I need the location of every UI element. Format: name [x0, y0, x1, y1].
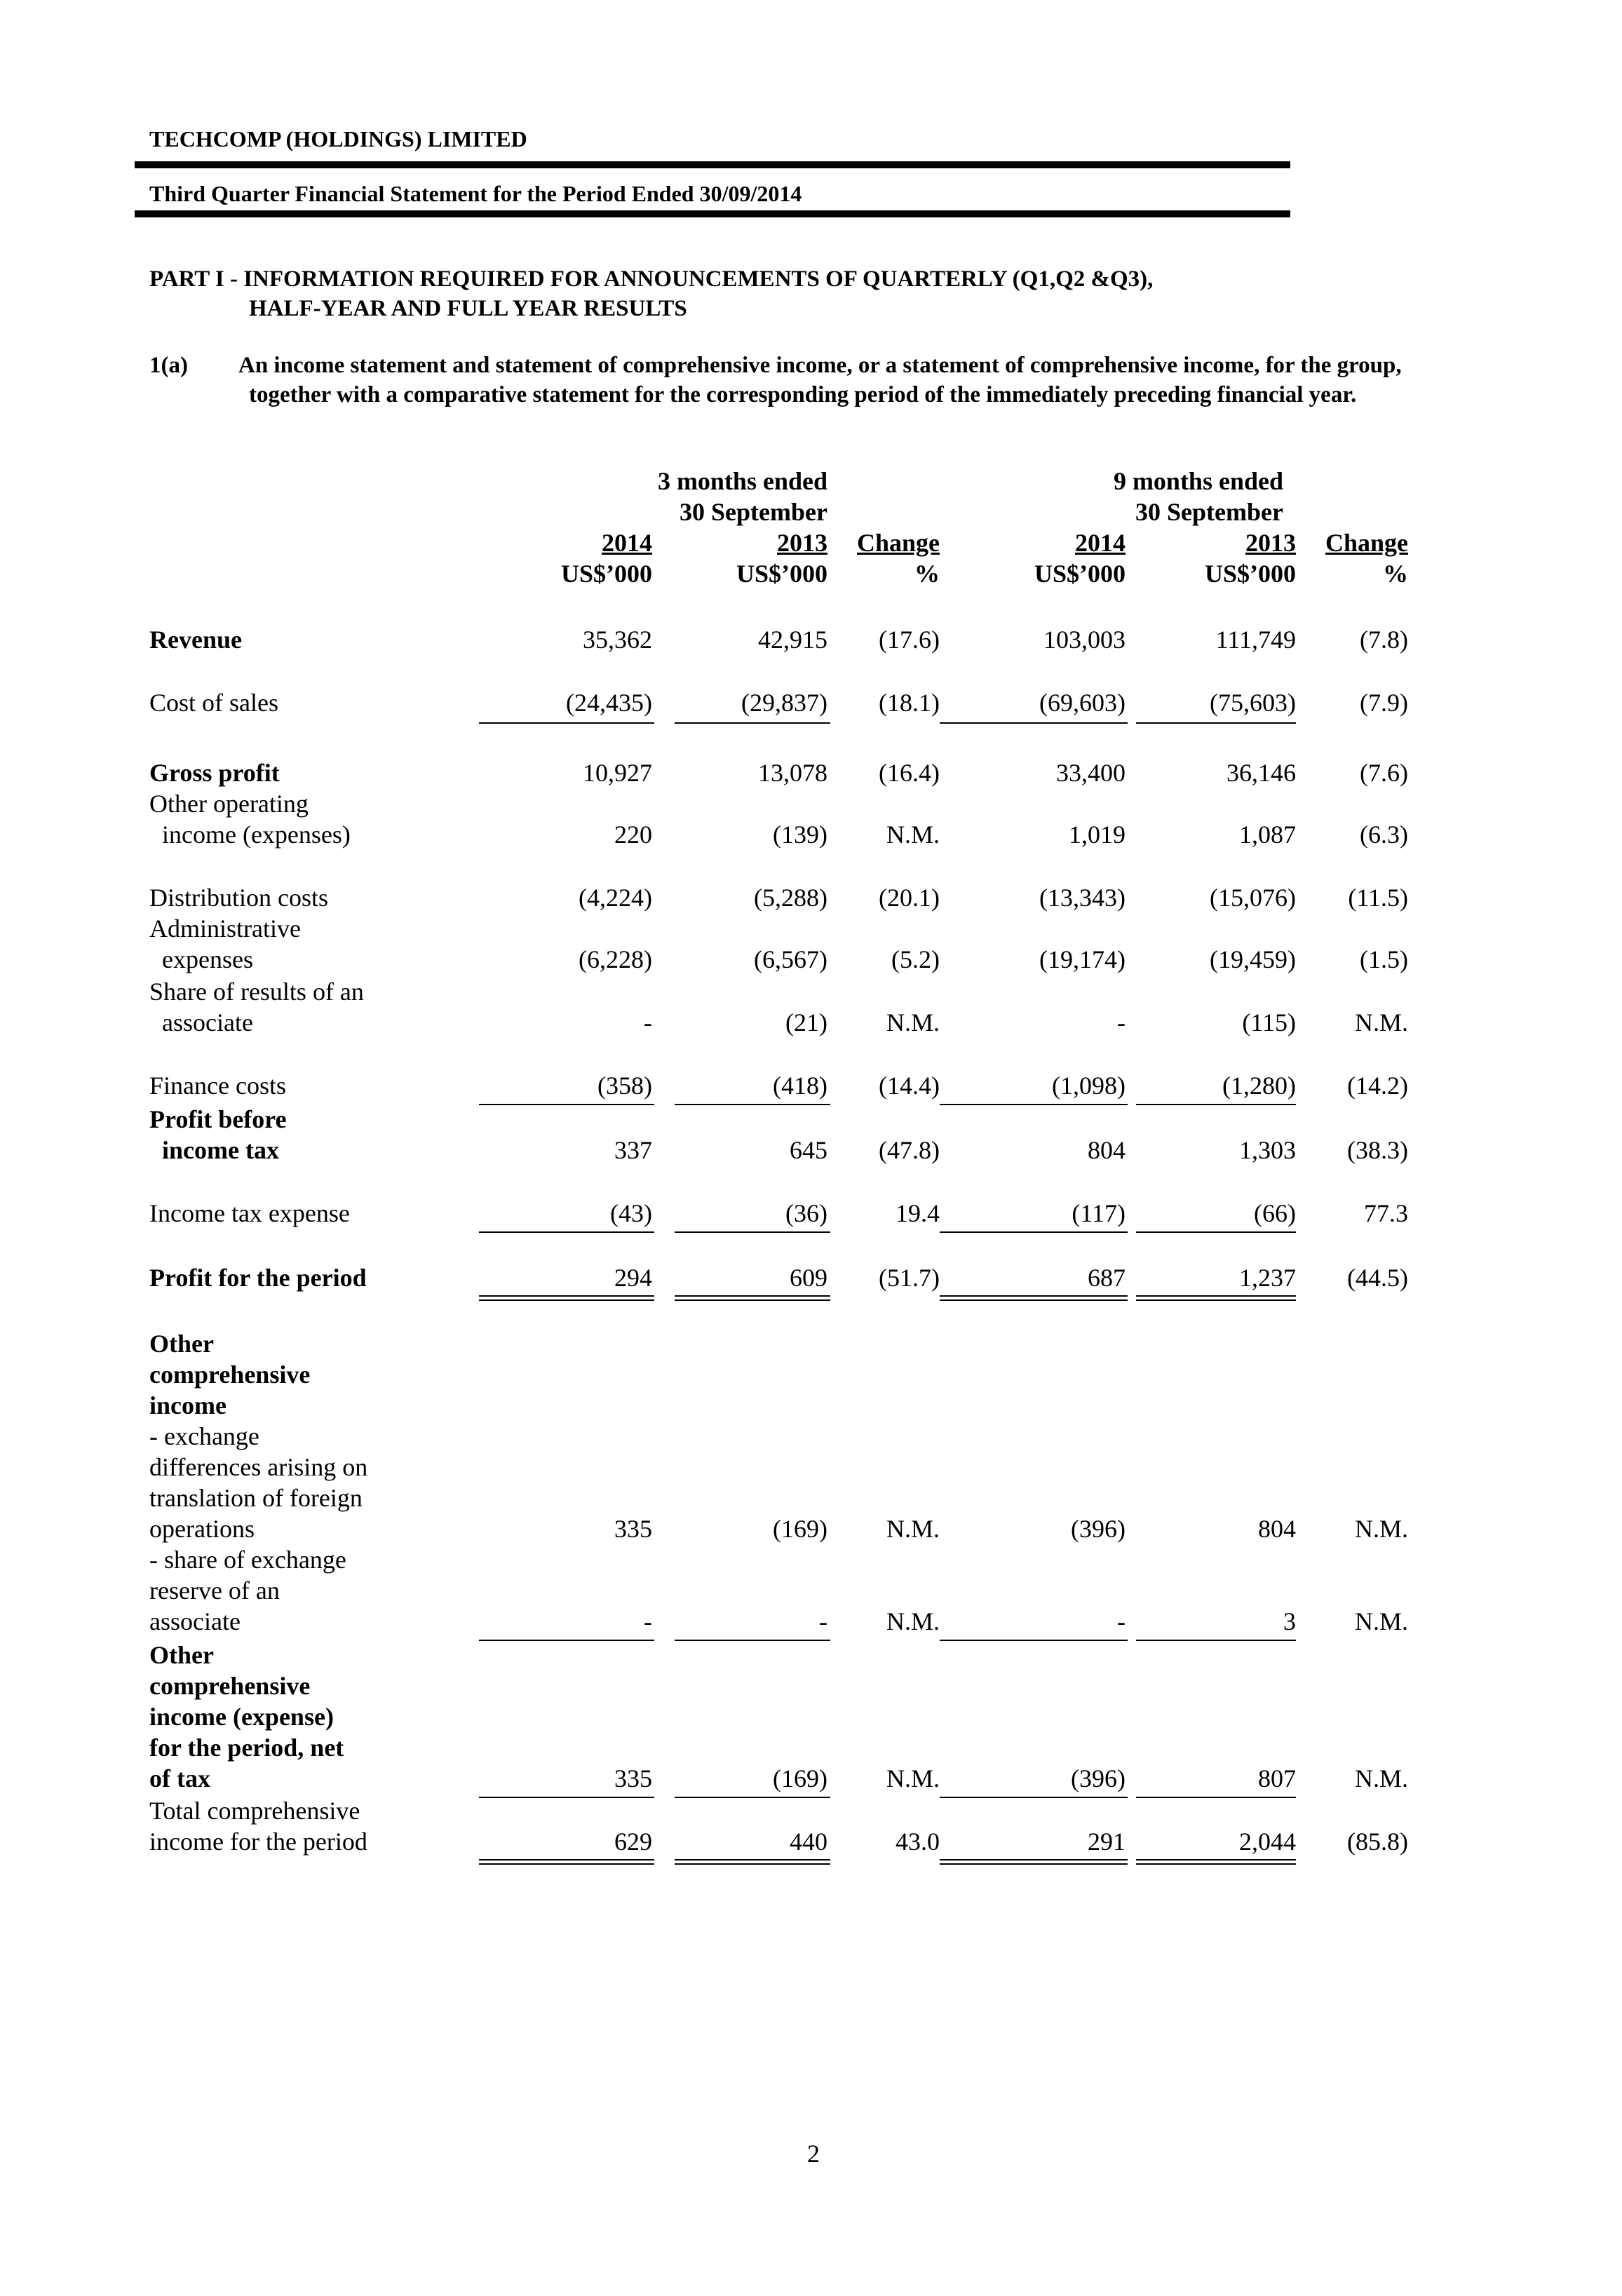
cell: (15,076) — [1210, 884, 1296, 912]
header-rule-bottom — [135, 210, 1290, 217]
col-9m-2013-year: 2013 — [1245, 529, 1296, 557]
cell: 19.4 — [896, 1199, 940, 1227]
cell: (43) — [610, 1199, 652, 1227]
cell: (21) — [785, 1008, 827, 1036]
cell: (4,224) — [579, 884, 652, 912]
cell: 42,915 — [758, 626, 827, 654]
cell: (117) — [1072, 1199, 1126, 1227]
cell: 645 — [790, 1136, 827, 1164]
cell: - — [819, 1607, 827, 1635]
underline — [479, 722, 654, 724]
section-number: 1(a) — [149, 353, 188, 378]
cell: - — [644, 1607, 652, 1635]
group2-title-line2: 30 September — [1135, 498, 1283, 526]
cell: (14.2) — [1347, 1072, 1408, 1100]
cell: (7.9) — [1360, 689, 1408, 717]
cell: (24,435) — [566, 689, 652, 717]
col-3m-change: Change — [856, 529, 940, 557]
row-label-total-comprehensive-income: Total comprehensive income for the period — [149, 1797, 367, 1856]
cell: 1,237 — [1239, 1264, 1296, 1292]
cell: N.M. — [1354, 1607, 1408, 1635]
group1-title-line1: 3 months ended — [657, 467, 827, 495]
underline — [1136, 1797, 1296, 1798]
statement-title: Third Quarter Financial Statement for the Period Ended 30/09/2014 — [149, 181, 802, 206]
cell: (5.2) — [891, 945, 940, 973]
underline — [1136, 1640, 1296, 1641]
underline — [940, 1640, 1128, 1641]
row-label-associate: Share of results of an associate — [149, 978, 364, 1036]
cell: (6,228) — [579, 945, 652, 973]
cell: (169) — [773, 1764, 827, 1792]
underline — [940, 1231, 1128, 1233]
row-label-finance-costs: Finance costs — [149, 1072, 286, 1100]
col-9m-2013-unit: US$’000 — [1204, 560, 1296, 588]
cell: (19,174) — [1039, 945, 1126, 973]
cell: 804 — [1088, 1136, 1126, 1164]
cell: (75,603) — [1210, 689, 1296, 717]
cell: (85.8) — [1347, 1828, 1408, 1856]
double-underline — [1136, 1295, 1296, 1301]
cell: (14.4) — [879, 1072, 940, 1100]
col-3m-2013-unit: US$’000 — [736, 560, 827, 588]
cell: 103,003 — [1043, 626, 1126, 654]
cell: (38.3) — [1347, 1136, 1408, 1164]
group2-title-line1: 9 months ended — [1113, 467, 1283, 495]
cell: (44.5) — [1347, 1264, 1408, 1292]
row-label-administrative: Administrative expenses — [149, 914, 301, 973]
underline — [675, 1797, 830, 1798]
col-9m-2014-unit: US$’000 — [1034, 560, 1126, 588]
row-label-exchange-differences: - exchange differences arising on translation of foreign operations — [149, 1422, 368, 1543]
cell: (13,343) — [1039, 884, 1126, 912]
cell: N.M. — [886, 1607, 940, 1635]
cell: (396) — [1071, 1515, 1126, 1543]
underline — [1136, 1104, 1296, 1105]
cell: (36) — [785, 1199, 827, 1227]
cell: (20.1) — [879, 884, 940, 912]
cell: (1,280) — [1222, 1072, 1296, 1100]
cell: (66) — [1254, 1199, 1296, 1227]
cell: 291 — [1088, 1828, 1126, 1856]
col-9m-2014-year: 2014 — [1075, 529, 1126, 557]
part-heading-line1: PART I - INFORMATION REQUIRED FOR ANNOUNCEMENTS OF QUARTERLY (Q1,Q2 &Q3), — [149, 266, 1154, 292]
cell: (7.6) — [1360, 759, 1408, 787]
cell: 337 — [614, 1136, 652, 1164]
cell: (17.6) — [879, 626, 940, 654]
underline — [940, 722, 1128, 724]
cell: N.M. — [886, 1764, 940, 1792]
section-text-line1: An income statement and statement of comprehensive income, or a statement of comprehensive income, for the group, — [238, 353, 1402, 378]
double-underline — [675, 1295, 830, 1301]
row-label-revenue: Revenue — [149, 626, 242, 654]
cell: 33,400 — [1056, 759, 1126, 787]
cell: (1.5) — [1360, 945, 1408, 973]
row-label-share-exchange-reserve: - share of exchange reserve of an associate — [149, 1546, 346, 1635]
double-underline — [675, 1859, 830, 1865]
cell: 1,303 — [1239, 1136, 1296, 1164]
cell: N.M. — [1354, 1764, 1408, 1792]
cell: - — [644, 1008, 652, 1036]
cell: (358) — [597, 1072, 652, 1100]
cell: (19,459) — [1210, 945, 1296, 973]
cell: 629 — [614, 1828, 652, 1856]
cell: 2,044 — [1239, 1828, 1296, 1856]
part-heading-line2: HALF-YEAR AND FULL YEAR RESULTS — [249, 296, 687, 321]
cell: N.M. — [1354, 1008, 1408, 1036]
col-9m-change: Change — [1325, 529, 1408, 557]
cell: 807 — [1258, 1764, 1296, 1792]
header-rule-top — [135, 161, 1290, 168]
double-underline — [479, 1295, 654, 1301]
cell: 3 — [1283, 1607, 1296, 1635]
cell: (115) — [1242, 1008, 1296, 1036]
underline — [675, 722, 830, 724]
page-number: 2 — [807, 2140, 820, 2168]
underline — [479, 1640, 654, 1641]
row-label-distribution: Distribution costs — [149, 884, 329, 912]
cell: (139) — [773, 821, 827, 849]
row-label-profit-before-tax: Profit before income tax — [149, 1105, 287, 1164]
double-underline — [940, 1859, 1128, 1865]
row-label-income-tax: Income tax expense — [149, 1199, 350, 1227]
cell: 804 — [1258, 1515, 1296, 1543]
double-underline — [1136, 1859, 1296, 1865]
col-9m-change-unit: % — [1383, 560, 1408, 588]
row-label-oci-heading: Other comprehensive income — [149, 1330, 311, 1419]
row-label-gross-profit: Gross profit — [149, 759, 280, 787]
cell: (5,288) — [754, 884, 827, 912]
col-3m-change-unit: % — [914, 560, 940, 588]
cell: 35,362 — [583, 626, 652, 654]
cell: (69,603) — [1039, 689, 1126, 717]
col-3m-2014-unit: US$’000 — [560, 560, 652, 588]
cell: 1,087 — [1239, 821, 1296, 849]
cell: 220 — [614, 821, 652, 849]
cell: (29,837) — [741, 689, 827, 717]
cell: 111,749 — [1215, 626, 1296, 654]
row-label-profit-for-period: Profit for the period — [149, 1264, 367, 1292]
cell: (418) — [773, 1072, 827, 1100]
cell: 687 — [1088, 1264, 1126, 1292]
group1-title-line2: 30 September — [680, 498, 827, 526]
underline — [479, 1104, 654, 1105]
cell: 13,078 — [758, 759, 827, 787]
cell: (169) — [773, 1515, 827, 1543]
cell: 609 — [790, 1264, 827, 1292]
underline — [940, 1104, 1128, 1105]
row-label-cost-of-sales: Cost of sales — [149, 689, 278, 717]
cell: 335 — [614, 1515, 652, 1543]
underline — [675, 1640, 830, 1641]
underline — [940, 1797, 1128, 1798]
row-label-oci-net: Other comprehensive income (expense) for the period, net of tax — [149, 1641, 344, 1792]
double-underline — [479, 1859, 654, 1865]
cell: 294 — [614, 1264, 652, 1292]
cell: (47.8) — [879, 1136, 940, 1164]
cell: (1,098) — [1052, 1072, 1126, 1100]
cell: 10,927 — [583, 759, 652, 787]
section-text-line2: together with a comparative statement for the corresponding period of the immediately preceding financial year. — [249, 382, 1357, 407]
underline — [479, 1797, 654, 1798]
cell: (16.4) — [879, 759, 940, 787]
cell: 43.0 — [896, 1828, 940, 1856]
cell: (11.5) — [1348, 884, 1408, 912]
cell: (7.8) — [1360, 626, 1408, 654]
cell: N.M. — [886, 1008, 940, 1036]
double-underline — [940, 1295, 1128, 1301]
cell: N.M. — [1354, 1515, 1408, 1543]
col-3m-2014-year: 2014 — [602, 529, 652, 557]
underline — [675, 1231, 830, 1233]
cell: N.M. — [886, 821, 940, 849]
cell: 440 — [790, 1828, 827, 1856]
cell: N.M. — [886, 1515, 940, 1543]
underline — [1136, 1231, 1296, 1233]
cell: (396) — [1071, 1764, 1126, 1792]
cell: 335 — [614, 1764, 652, 1792]
underline — [675, 1104, 830, 1105]
row-label-other-operating: Other operating income (expenses) — [149, 790, 351, 849]
cell: (6.3) — [1360, 821, 1408, 849]
cell: (51.7) — [879, 1264, 940, 1292]
underline — [1136, 722, 1296, 724]
cell: (18.1) — [879, 689, 940, 717]
cell: 77.3 — [1364, 1199, 1408, 1227]
company-name: TECHCOMP (HOLDINGS) LIMITED — [149, 126, 527, 151]
col-3m-2013-year: 2013 — [777, 529, 827, 557]
cell: (6,567) — [754, 945, 827, 973]
cell: - — [1117, 1008, 1126, 1036]
cell: 1,019 — [1069, 821, 1126, 849]
underline — [479, 1231, 654, 1233]
cell: - — [1117, 1607, 1126, 1635]
cell: 36,146 — [1226, 759, 1296, 787]
